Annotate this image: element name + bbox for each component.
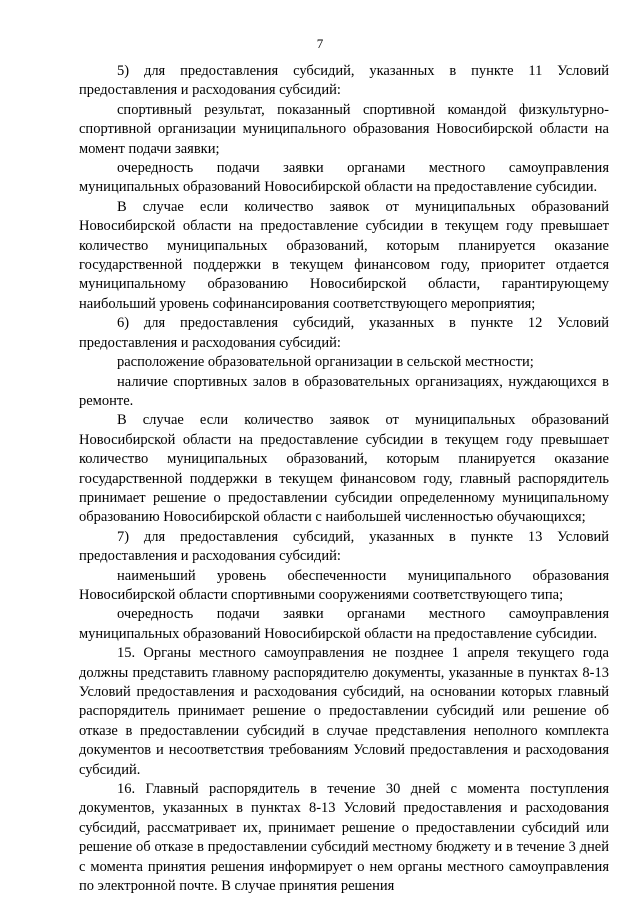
paragraph-section-15: 15. Органы местного самоуправления не позднее 1 апреля текущего года должны представить главному распорядителю документы, указанные в пунктах 8-13 Условий предоставления и расходования субсидий, на основании которых главный распорядитель принимает решение о предоставлении субсидий или решение об отказе в предоставлении субсидий в случае представления неполного комплекта документов и несоответствия требованиям Условий предоставления и расходования субсидий. [79,645,609,778]
paragraph-item-7: 7) для предоставления субсидий, указанных в пункте 13 Условий предоставления и расходования субсидий: [79,528,609,565]
paragraph-priority-students: В случае если количество заявок от муниципальных образований Новосибирской области на предоставление субсидии в текущем году превышает количество муниципальных образований, которым планируется оказание государственной поддержки в текущем финансовом году, главный распорядитель принимает решение о предоставлении субсидии определенному муниципальному образованию Новосибирской области с наибольшей численностью обучающихся; [79,412,609,526]
paragraph-criterion-gyms: наличие спортивных залов в образовательных организациях, нуждающихся в ремонте. [79,373,609,409]
document-body [79,62,609,896]
page-number: 7 [316,36,324,51]
paragraph-item-5: 5) для предоставления субсидий, указанных в пункте 11 Условий предоставления и расходования субсидий: [79,63,609,99]
paragraph-criterion-rural: расположение образовательной организации в сельской местности; [117,354,534,371]
paragraph-criterion-queue: очередность подачи заявки органами местного самоуправления муниципальных образований Новосибирской области на предоставление субсидии. [79,160,609,196]
paragraph-item-6: 6) для предоставления субсидий, указанных в пункте 12 Условий предоставления и расходования субсидий: [79,315,609,351]
paragraph-criterion-facilities: наименьший уровень обеспеченности муниципального образования Новосибирской области спортивными сооружениями соответствующего типа; [79,567,609,603]
paragraph-criterion-queue-2: очередность подачи заявки органами местного самоуправления муниципальных образований Новосибирской области на предоставление субсидии. [79,606,609,642]
paragraph-section-16: 16. Главный распорядитель в течение 30 дней с момента поступления документов, указанных в пунктах 8-13 Условий предоставления и расходования субсидий, рассматривает их, принимает решение о предоставлении субсидий или решение об отказе в предоставлении субсидий местному бюджету и в течение 3 дней с момента принятия решения информирует о нем органы местного самоуправления по электронной почте. В случае принятия решения [79,781,609,895]
paragraph-priority-cofinancing: В случае если количество заявок от муниципальных образований Новосибирской области на предоставление субсидии в текущем году превышает количество муниципальных образований, которым планируется оказание государственной поддержки в текущем финансовом году, приоритет отдается муниципальному образованию Новосибирской области, гарантирующему наибольший уровень софинансирования соответствующего мероприятия; [79,198,609,312]
paragraph-criterion-sport-result: спортивный результат, показанный спортивной командой физкультурно-спортивной организации муниципального образования Новосибирской области на момент подачи заявки; [79,101,609,157]
